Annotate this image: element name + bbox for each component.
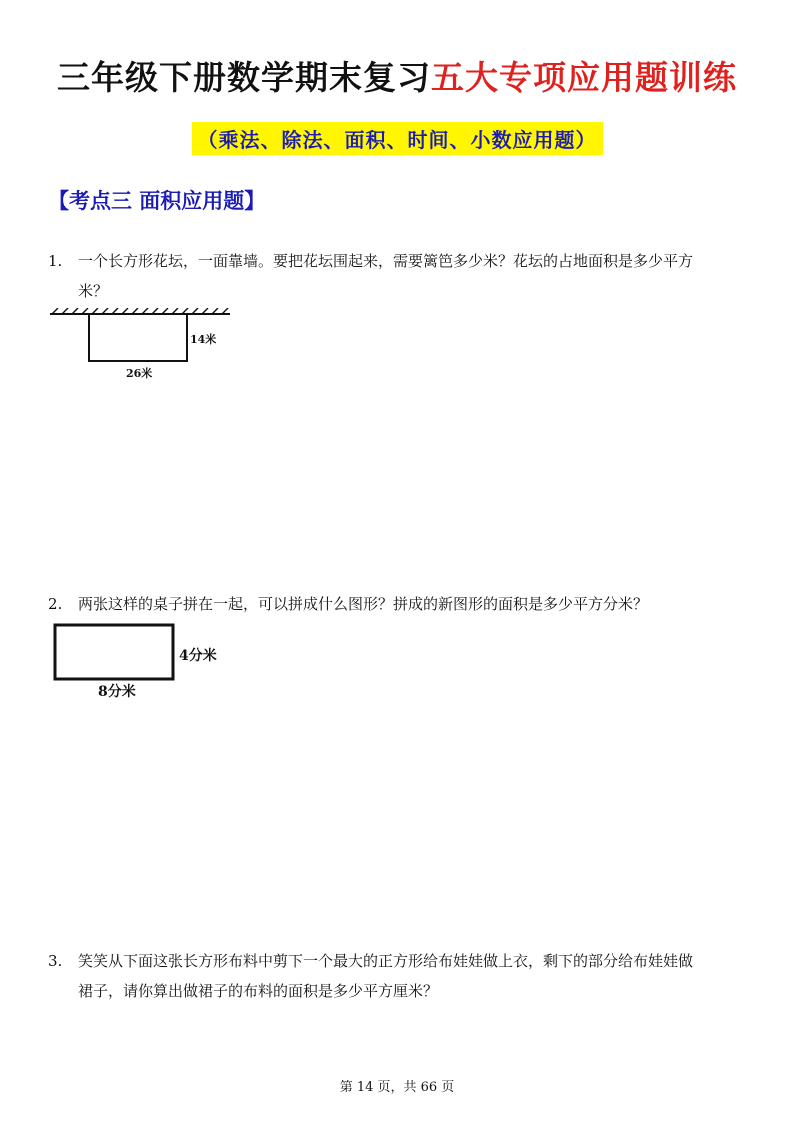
desk-diagram — [50, 620, 230, 702]
page-footer: 第 14 页，共 66 页 — [339, 1080, 455, 1095]
subtitle: （乘法、除法、面积、时间、小数应用题） — [192, 122, 603, 155]
title-black-part: 三年级下册数学期末复习 — [57, 58, 431, 97]
question-text-line1: 笑笑从下面这张长方形布料中剪下一个最大的正方形给布娃娃做上衣，剩下的部分给布娃娃做 — [78, 952, 694, 970]
question-text-line1: 两张这样的桌子拼在一起，可以拼成什么图形？拼成的新图形的面积是多少平方分米？ — [78, 595, 649, 613]
height-label: 14米 — [190, 333, 217, 346]
subtitle-container — [0, 122, 794, 155]
page-title — [0, 52, 794, 99]
question-number: 2. — [48, 595, 63, 613]
title-red-part: 五大专项应用题训练 — [431, 58, 737, 97]
question-text-line2: 裙子，请你算出做裙子的布料的面积是多少平方厘米？ — [78, 982, 439, 1000]
width-label: 26米 — [126, 367, 153, 380]
question-text-line1: 一个长方形花坛，一面靠墙。要把花坛围起来，需要篱笆多少米？花坛的占地面积是多少平方 — [78, 252, 694, 270]
question-3 — [48, 946, 748, 1006]
flowerbed-rect — [89, 314, 187, 361]
width-label: 8分米 — [98, 684, 136, 700]
question-1 — [48, 246, 748, 306]
flowerbed-diagram — [48, 308, 230, 388]
section-heading: 【考点三 面积应用题】 — [48, 189, 266, 213]
height-label: 4分米 — [179, 648, 217, 664]
desk-rect — [55, 625, 173, 679]
question-text-line2: 米？ — [78, 282, 109, 300]
question-2 — [48, 589, 748, 619]
question-number: 1. — [48, 252, 63, 270]
question-number: 3. — [48, 952, 63, 970]
